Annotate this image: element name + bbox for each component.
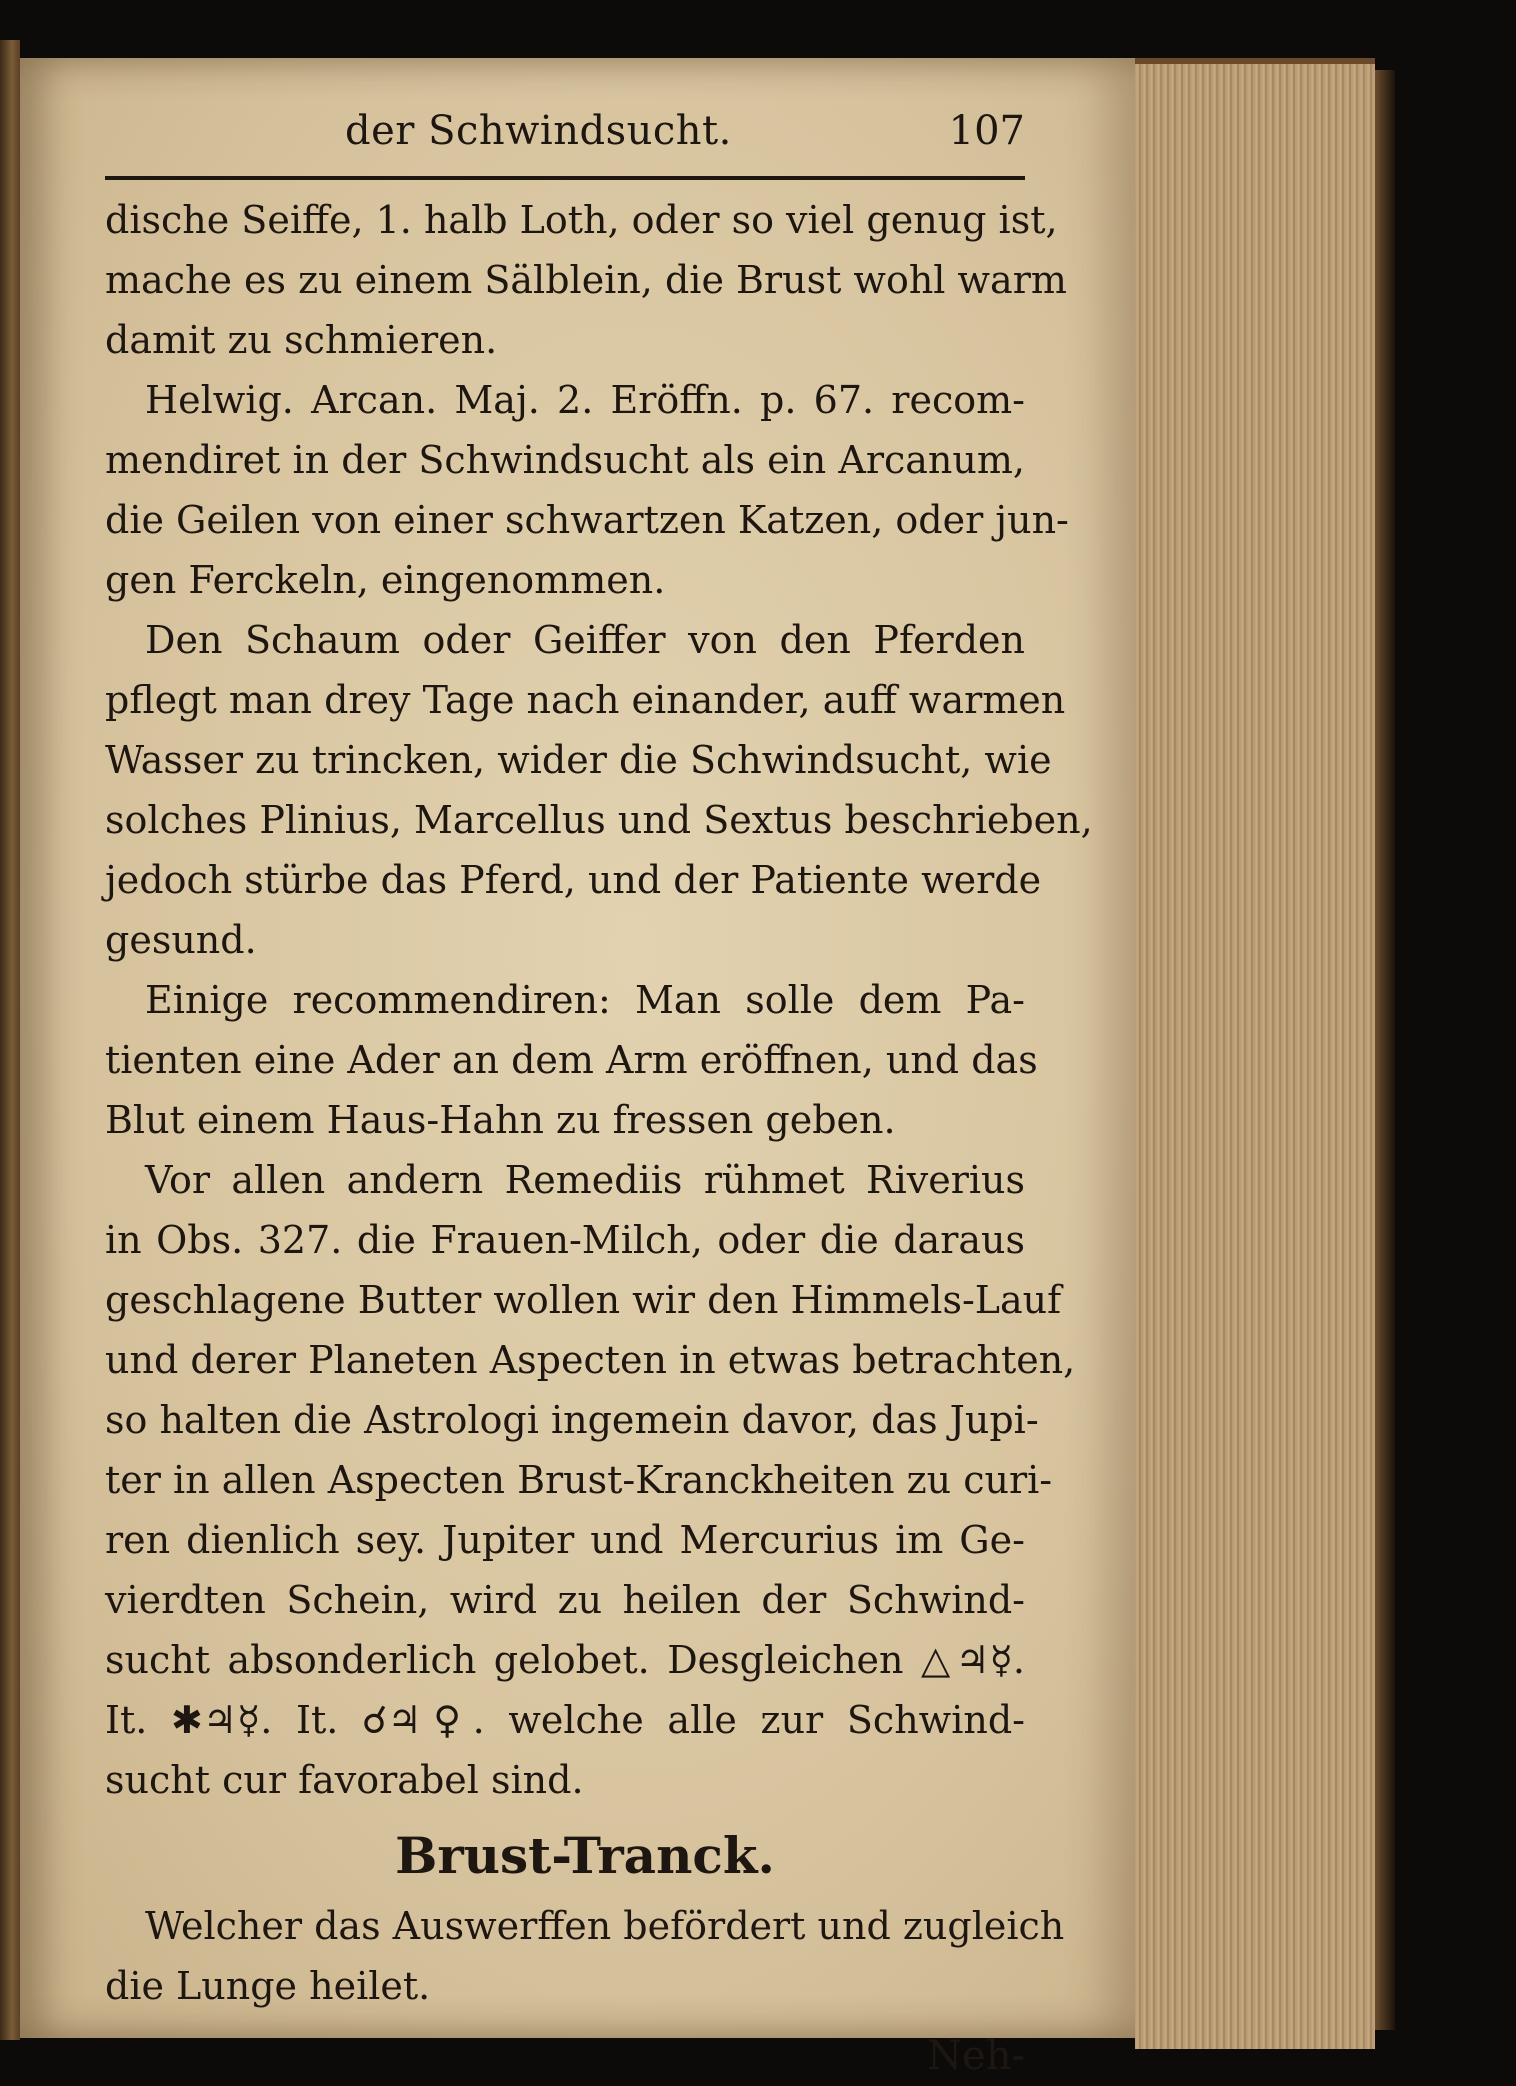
text-line: die Geilen von einer schwartzen Katzen, oder jun- (105, 498, 1069, 542)
text-line: so halten die Astrologi ingemein davor, das Jupi- (105, 1398, 1039, 1442)
text-line: Einige recommendiren: Man solle dem Pa- (145, 978, 1025, 1022)
text-line: ren dienlich sey. Jupiter und Mercurius im Ge- (105, 1518, 1025, 1562)
page-content (105, 100, 1093, 2086)
text-line: dische Seiffe, 1. halb Loth, oder so viel genug ist, (105, 198, 1058, 242)
text-line: Den Schaum oder Geiffer von den Pferden (145, 618, 1025, 662)
text-line: gesund. (105, 918, 257, 962)
text-line: in Obs. 327. die Frauen-Milch, oder die daraus (105, 1218, 1025, 1262)
section-text (105, 1896, 1065, 2016)
header-rule (105, 176, 1025, 180)
text-line: vierdten Schein, wird zu heilen der Schwind- (105, 1578, 1025, 1622)
text-line: geschlagene Butter wollen wir den Himmels-Lauf (105, 1278, 1062, 1322)
text-line: sucht cur favorabel sind. (105, 1758, 584, 1802)
text-line: pflegt man drey Tage nach einander, auff warmen (105, 678, 1066, 722)
text-line: Wasser zu trincken, wider die Schwindsucht, wie (105, 738, 1052, 782)
text-line: mendiret in der Schwindsucht als ein Arcanum, (105, 438, 1025, 482)
running-title: der Schwindsucht. (345, 108, 732, 154)
text-line: und derer Planeten Aspecten in etwas betrachten, (105, 1338, 1076, 1382)
text-line: It. ✱♃☿. It. ☌♃♀. welche alle zur Schwind- (105, 1698, 1025, 1742)
text-line: Welcher das Auswerffen befördert und zugleich (145, 1904, 1065, 1948)
text-line: damit zu schmieren. (105, 318, 498, 362)
text-line: Vor allen andern Remediis rühmet Riverius (145, 1158, 1025, 1202)
text-line: gen Ferckeln, eingenommen. (105, 558, 666, 602)
text-line: ter in allen Aspecten Brust-Kranckheiten zu curi- (105, 1458, 1053, 1502)
page-number: 107 (948, 108, 1025, 154)
body-text (105, 190, 1093, 1810)
text-line: solches Plinius, Marcellus und Sextus beschrieben, (105, 798, 1093, 842)
section-heading: Brust-Tranck. (395, 1826, 775, 1885)
text-line: mache es zu einem Sälblein, die Brust wohl warm (105, 258, 1067, 302)
text-line: tienten eine Ader an dem Arm eröffnen, und das (105, 1038, 1038, 1082)
catchword: Neh- (927, 2033, 1025, 2079)
text-line: die Lunge heilet. (105, 1964, 431, 2008)
page-header (105, 100, 1025, 170)
text-line: sucht absonderlich gelobet. Desgleichen △♃☿. (105, 1638, 1025, 1682)
text-line: Blut einem Haus-Hahn zu fressen geben. (105, 1098, 896, 1142)
text-line: Helwig. Arcan. Maj. 2. Eröffn. p. 67. recom- (145, 378, 1025, 422)
previous-page-edge (0, 40, 20, 2040)
book-shadow (1375, 70, 1395, 2030)
text-line: jedoch stürbe das Pferd, und der Patiente werde (105, 858, 1042, 902)
page-edges-block (1135, 58, 1375, 2049)
